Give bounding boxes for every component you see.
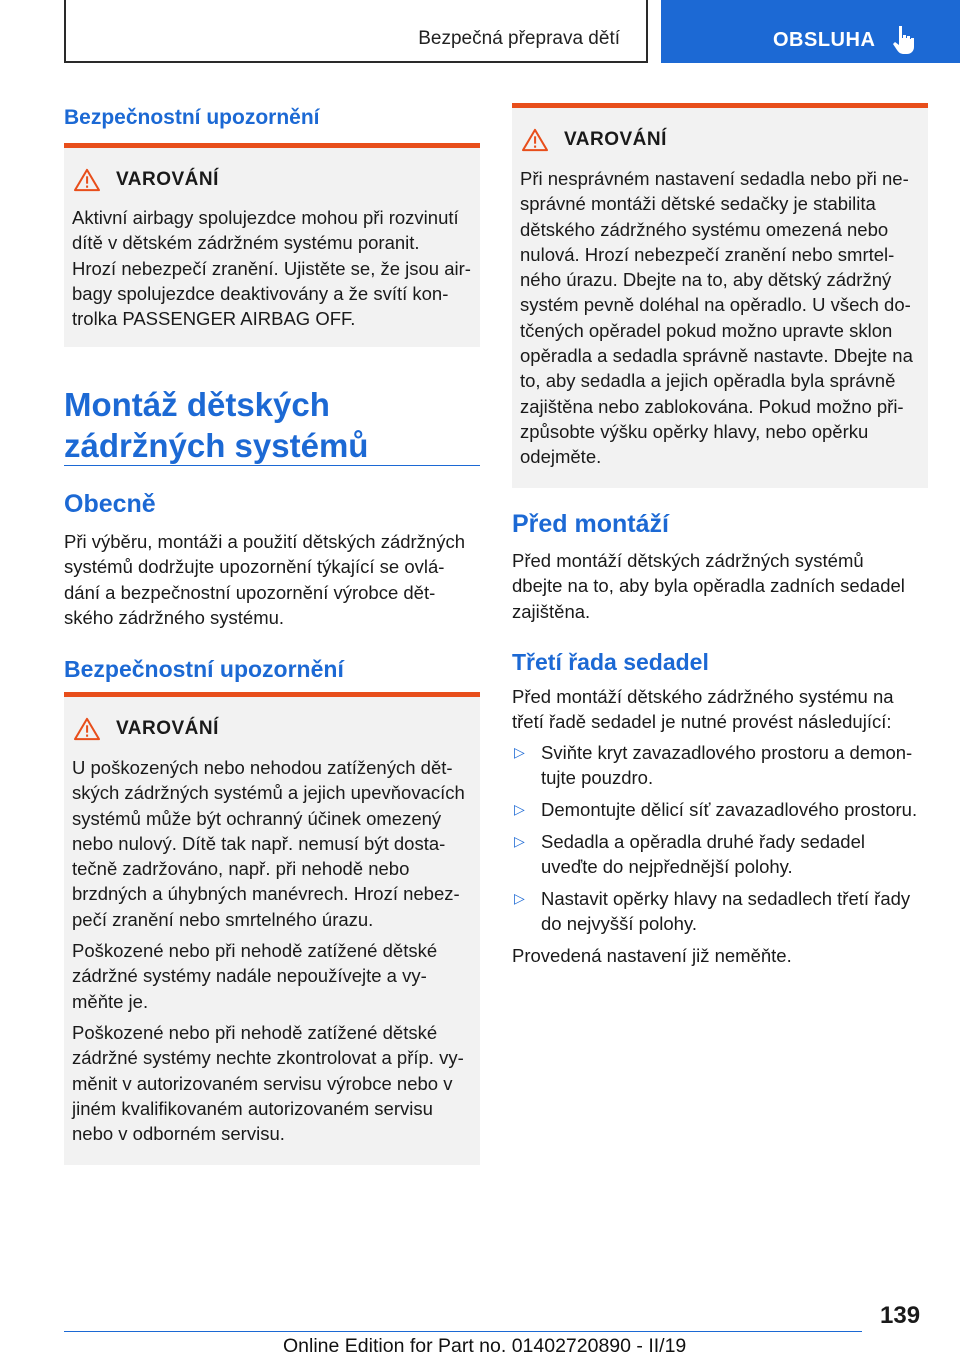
warning-text-p1 [72,755,474,932]
list-item-text [541,740,931,791]
before-heading: Před montáží [512,510,669,538]
text-line: měňte je. [72,990,149,1012]
text-line: dětského zádržného systému omezená nebo [520,218,889,240]
text-line: ských zádržných systémů a jejich upevňovacích [72,782,465,804]
text-line: Při nesprávném nastavení sedadla nebo při ne‐ [520,168,909,189]
text-line: Hrozí nebezpečí zranění. Ujistěte se, že jsou air‐ [72,257,471,279]
warning-header [72,717,219,741]
pointing-hand-icon [892,24,918,54]
warning-label: VAROVÁNÍ [116,718,219,739]
text-line: systém pevně doléhal na opěradlo. U všech do‐ [520,294,911,316]
warning-triangle-icon [72,168,102,192]
triangle-bullet-icon: ▷ [514,890,525,906]
warning-header [72,168,219,192]
main-title [64,384,368,466]
chapter-tab[interactable] [661,0,960,63]
text-line: dbejte na to, aby byla opěradla zadních sedadel [512,575,905,597]
text-line: Aktivní airbagy spolujezdce mohou při rozvinutí [72,207,459,228]
text-line: ného úrazu. Dbejte na to, aby dětský zádržný [520,269,892,291]
text-line: trolka PASSENGER AIRBAG OFF. [72,308,356,330]
text-line: nebo v odborném servisu. [72,1123,285,1145]
text-line: ského zádržného systému. [64,606,285,628]
text-line: to, aby sedadla a jejich opěradla byla správně [520,370,896,392]
safety-heading-2: Bezpečnostní upozornění [64,656,344,682]
text-line: Demontujte dělicí síť zavazadlového prostoru. [541,799,918,820]
safety-heading: Bezpečnostní upozornění [64,106,320,129]
text-line: způsobte výšku opěrky hlavy, nebo opěrku [520,420,869,442]
text-line: dítě v dětském zádržném systému poranit. [72,232,420,254]
general-heading: Obecně [64,490,156,518]
text-line: zajištěna nebo zablokována. Pokud možno při‐ [520,395,904,417]
text-line: nebo nulový. Dítě tak např. nemusí být dosta‐ [72,832,446,854]
warning-triangle-icon [520,128,550,152]
list-item-text [541,886,931,937]
warning-box-airbag [64,143,480,347]
triangle-bullet-icon: ▷ [514,833,525,849]
before-paragraph [512,548,928,624]
text-line: opěradla a sedadla správně nastavte. Dbejte na [520,345,913,367]
warning-text-p2 [72,938,474,1014]
text-line: bagy spolujezdce deaktivovány a že svítí kon‐ [72,282,449,304]
text-line: Při výběru, montáži a použití dětských zádržných [64,531,466,552]
list-item-text [541,829,931,880]
warning-box-damaged [64,692,480,1165]
text-line: Poškozené nebo při nehodě zatížené dětské [72,940,438,961]
third-row-heading: Třetí řada sedadel [512,649,709,675]
text-line: systémů dodržujte upozornění týkající se ovlá‐ [64,556,445,578]
triangle-bullet-icon: ▷ [514,744,525,760]
text-line: třetí řadě sedadel je nutné provést následující: [512,711,892,733]
text-line: Před montáží dětských zádržných systémů [512,550,864,571]
header-section-title: Bezpečná přeprava dětí [418,28,620,49]
text-line: uveďte do nejpřednější polohy. [541,856,793,878]
text-line: nulová. Hrozí nebezpečí zranění nebo smrtel‐ [520,243,895,265]
warning-box-seat [512,103,928,488]
text-line: Nastavit opěrky hlavy na sedadlech třetí řady [541,888,911,909]
warning-label: VAROVÁNÍ [564,129,667,150]
main-title-line: zádržných systémů [64,427,369,464]
text-line: U poškozených nebo nehodou zatížených dět‐ [72,757,453,778]
text-line: do nejvyšší polohy. [541,913,697,935]
footer-rule [64,1331,862,1332]
text-line: brzdných a úhybných manévrech. Hrozí nebez‐ [72,883,460,905]
footer-edition: Online Edition for Part no. 01402720890 - II/19 [283,1335,687,1357]
text-line: tujte pouzdro. [541,767,654,789]
warning-label: VAROVÁNÍ [116,169,219,190]
text-line: měnit v autorizovaném servisu výrobce nebo v [72,1072,453,1094]
header-section-tab [64,0,648,63]
text-line: odejměte. [520,446,602,468]
list-item-text [541,797,931,822]
general-paragraph [64,529,480,630]
text-line: Sedadla a opěradla druhé řady sedadel [541,831,865,852]
text-line: zádržné systémy nechte zkontrolovat a příp. vy‐ [72,1047,464,1069]
chapter-label: OBSLUHA [773,29,876,51]
warning-header [520,128,667,152]
page-number: 139 [880,1302,921,1329]
third-row-paragraph [512,684,928,735]
text-line: tčených opěradel pokud možno upravte sklon [520,319,893,341]
warning-text-p3 [72,1020,474,1146]
closing-text: Provedená nastavení již neměňte. [512,945,792,966]
main-title-line: Montáž dětských [64,386,330,423]
text-line: zajištěna. [512,600,591,622]
text-line: tečně zadržováno, např. při nehodě nebo [72,858,410,880]
warning-text [520,166,922,470]
title-rule [64,465,480,466]
text-line: správné montáži dětské sedačky je stabilita [520,193,876,215]
warning-triangle-icon [72,717,102,741]
text-line: jiném kvalifikovaném autorizovaném servisu [72,1097,433,1119]
text-line: Před montáží dětského zádržného systému na [512,686,894,707]
text-line: pečí zranění nebo smrtelného úrazu. [72,908,374,930]
warning-text [72,205,474,331]
text-line: Sviňte kryt zavazadlového prostoru a demon‐ [541,742,913,763]
text-line: dání a bezpečnostní upozornění výrobce dět‐ [64,581,436,603]
text-line: zádržné systémy nadále nepoužívejte a vy‐ [72,965,427,987]
text-line: Poškozené nebo při nehodě zatížené dětské [72,1022,438,1043]
triangle-bullet-icon: ▷ [514,801,525,817]
text-line: systémů může být ochranný účinek omezený [72,807,442,829]
